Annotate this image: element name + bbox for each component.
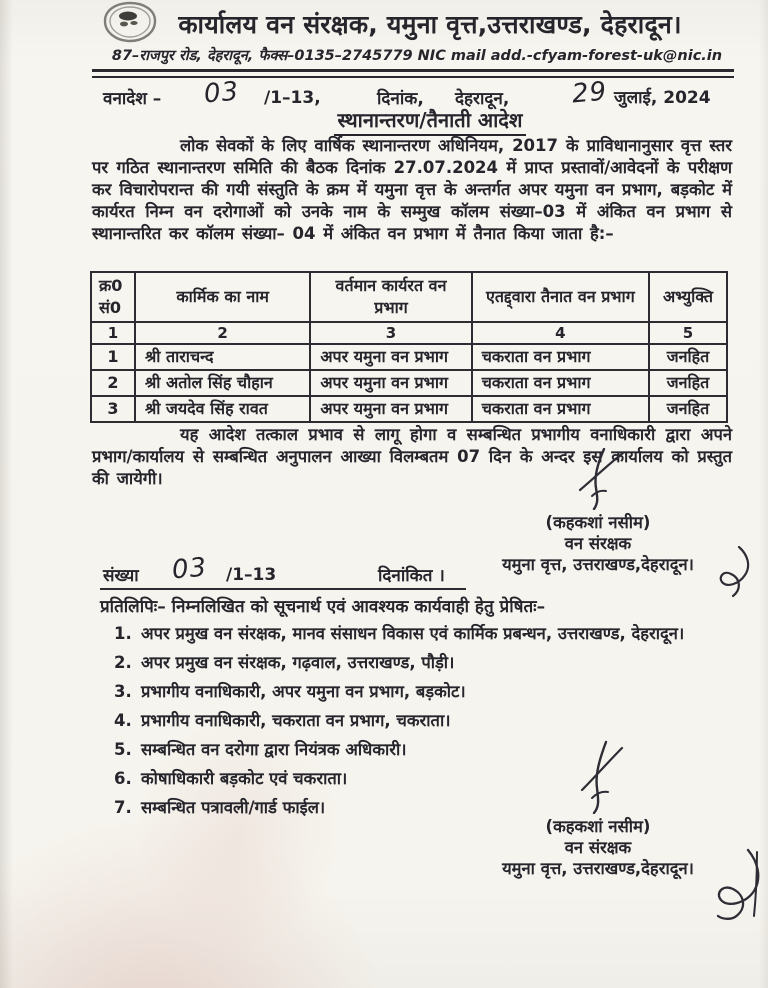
office-address-line: 87–राजपुर रोड, देहरादून, फैक्स–0135–2745779 NIC mail add.-cfyam-forest-uk@nic.in (111, 48, 723, 64)
copy-list-item-text: कोषाधिकारी बड़कोट एवं चकराता। (141, 769, 348, 788)
copy-list-item-number: 6. (114, 769, 132, 788)
dispatch-serial: /1–13 (226, 565, 277, 585)
header-rule-bottom (92, 76, 734, 78)
signature-block-2 (448, 740, 748, 879)
signature-scribble-icon (562, 448, 634, 510)
signatory-office: यमुना वृत्त, उत्तराखण्ड,देहरादून। (448, 858, 748, 879)
col-header-remarks: अभ्युक्ति (649, 272, 727, 322)
signature-scribble-icon (562, 740, 634, 814)
signatory-name: (कहकशां नसीम) (545, 513, 651, 532)
order-number-label: वनादेश – (103, 89, 162, 109)
signature-block-1 (448, 448, 748, 575)
col-header-posted-division: एतद्द्वारा तैनात वन प्रभाग (472, 272, 649, 322)
table-row: 1 श्री ताराचन्द अपर यमुना वन प्रभाग चकराता वन प्रभाग जनहित (91, 344, 727, 370)
place-label: देहरादून, (455, 89, 510, 109)
table-row: 2 श्री अतोल सिंह चौहान अपर यमुना वन प्रभाग चकराता वन प्रभाग जनहित (91, 370, 727, 396)
copy-list-item-text: अपर प्रमुख वन संरक्षक, मानव संसाधन विकास एवं कार्मिक प्रबन्धन, उत्तराखण्ड, देहरादून। (141, 624, 685, 643)
copy-list-item-number: 7. (114, 798, 132, 817)
transfer-table-wrap (90, 271, 728, 423)
order-serial: /1–13, (264, 88, 321, 108)
copy-list-item-text: सम्बन्धित वन दरोगा द्वारा नियंत्रक अधिकारी। (141, 740, 407, 759)
copy-list-item-number: 2. (114, 653, 132, 672)
col-header-current-division: वर्तमान कार्यरत वन प्रभाग (310, 272, 471, 322)
dispatch-number-handwritten: 03 (170, 552, 209, 586)
copy-list-item (114, 679, 724, 705)
table-row: 3 श्री जयदेव सिंह रावत अपर यमुना वन प्रभाग चकराता वन प्रभाग जनहित (91, 396, 727, 422)
dispatch-number-line (100, 552, 466, 590)
transfer-table (90, 271, 728, 423)
col-header-name: कार्मिक का नाम (135, 272, 310, 322)
table-header-row (91, 272, 727, 322)
signatory-designation: वन संरक्षक (564, 838, 632, 857)
signature-flourish-icon (708, 848, 764, 920)
copy-list-item-text: सम्बन्धित पत्रावली/गार्ड फाईल। (141, 798, 326, 817)
signatory-name: (कहकशां नसीम) (545, 817, 651, 836)
date-label: दिनांक, (377, 89, 424, 109)
order-closing-paragraph: यह आदेश तत्काल प्रभाव से लागू होगा व सम्बन्धित प्रभागीय वनाधिकारी द्वारा अपने प्रभाग/कार्यालय से सम्बन्धित अनुपालन आख्या विलम्बतम 07 दिन के अन्दर इस कार्यालय को प्रस्तुत की जायेगी। (92, 425, 732, 488)
day-handwritten: 29 (570, 76, 609, 110)
copy-list-item-text: अपर प्रमुख वन संरक्षक, गढ़वाल, उत्तराखण्ड, पौड़ी। (141, 653, 455, 672)
month-year: जुलाई, 2024 (614, 88, 711, 108)
copy-list-item-number: 1. (114, 624, 132, 643)
copy-list-item-text: प्रभागीय वनाधिकारी, अपर यमुना वन प्रभाग, बड़कोट। (141, 682, 466, 701)
dispatch-dated-label: दिनांकित । (378, 566, 445, 586)
copy-list-item (114, 650, 724, 676)
header-rule-top (92, 69, 734, 72)
copy-list-item-text: प्रभागीय वनाधिकारी, चकराता वन प्रभाग, चकराता। (141, 711, 451, 730)
order-number-handwritten: 03 (202, 76, 241, 110)
dispatch-number-label: संख्या (103, 566, 139, 586)
col-header-serial: क्र0 सं0 (91, 272, 135, 322)
table-column-number-row: 1 2 3 4 5 (91, 322, 727, 344)
copy-list-item (114, 708, 724, 734)
order-title: स्थानान्तरण/तैनाती आदेश (110, 106, 750, 136)
copy-distribution-heading: प्रतिलिपिः– निम्नलिखित को सूचनार्थ एवं आवश्यक कार्यवाही हेतु प्रेषितः– (100, 597, 546, 617)
order-body-paragraph: लोक सेवकों के लिए वार्षिक स्थानान्तरण अधिनियम, 2017 के प्राविधानानुसार वृत्त स्तर पर गठित स्थानान्तरण समिति की बैठक दिनांक 27.07.2024 में प्राप्त प्रस्तावों/आवेदनों के परीक्षण कर विचारोपरान्त की गयी संस्तुति के क्रम में यमुना वृत्त के अन्तर्गत अपर यमुना वन प्रभाग, बड़कोट में कार्यरत निम्न वन दरोगाओं को उनके नाम के सम्मुख कॉलम संख्या–03 में अंकित वन प्रभाग से स्थानान्तरित कर कॉलम संख्या– 04 में अंकित वन प्रभाग में तैनात किया जाता है:– (92, 136, 732, 243)
signatory-designation: वन संरक्षक (564, 534, 632, 553)
copy-list-item-number: 5. (114, 740, 132, 759)
office-title: कार्यालय वन संरक्षक, यमुना वृत्त,उत्तराखण्ड, देहरादून। (178, 10, 682, 39)
signature-flourish-icon (712, 546, 752, 598)
copy-list-item (114, 621, 724, 647)
copy-list-item-number: 4. (114, 711, 132, 730)
signatory-office: यमुना वृत्त, उत्तराखण्ड,देहरादून। (448, 554, 748, 575)
copy-list-item-number: 3. (114, 682, 132, 701)
